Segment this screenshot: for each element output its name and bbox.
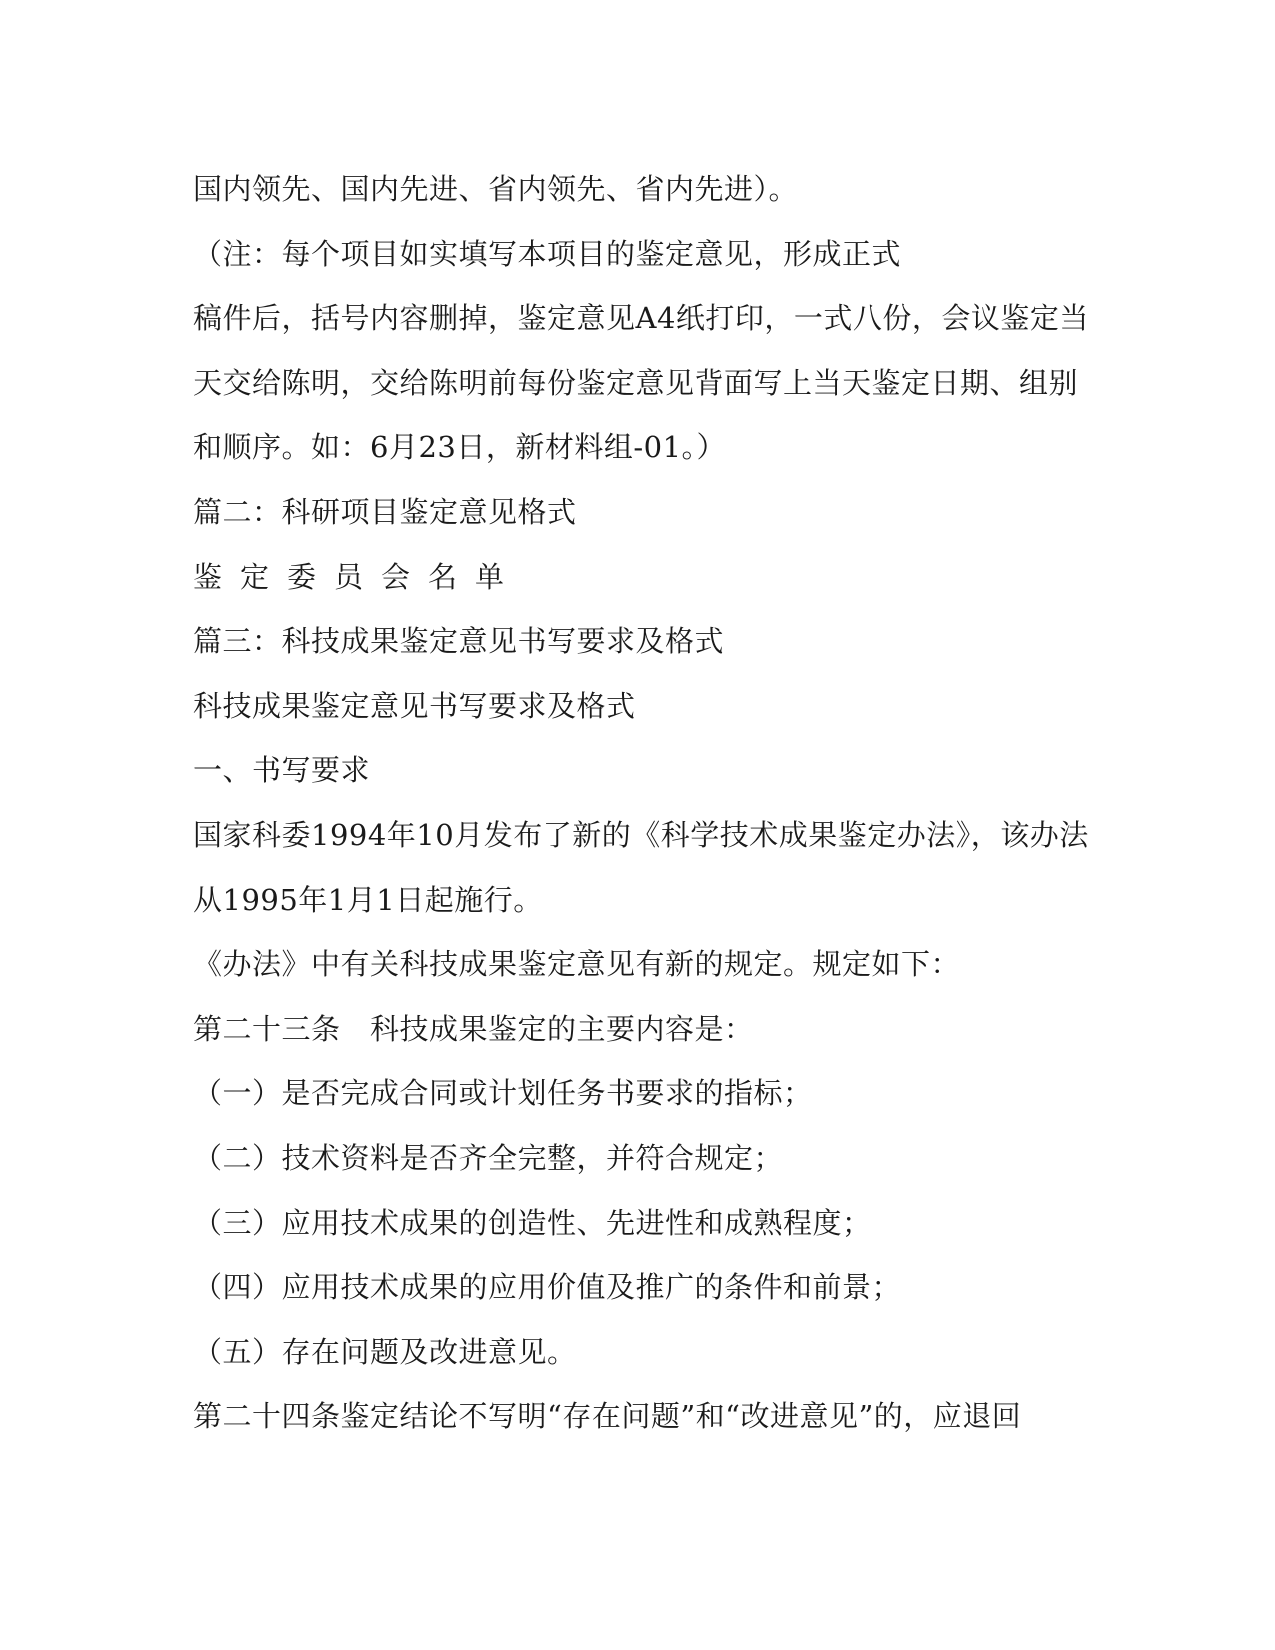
text-line: 天交给陈明，交给陈明前每份鉴定意见背面写上当天鉴定日期、组别 <box>193 365 1079 400</box>
text-line: 稿件后，括号内容删掉，鉴定意见A4纸打印，一式八份，会议鉴定当 <box>193 301 1089 336</box>
list-item: （一）是否完成合同或计划任务书要求的指标； <box>193 1076 813 1111</box>
article-heading: 第二十三条 科技成果鉴定的主要内容是： <box>193 1011 754 1046</box>
document-title: 科技成果鉴定意见书写要求及格式 <box>193 688 636 723</box>
text-line: （注：每个项目如实填写本项目的鉴定意见，形成正式 <box>193 236 902 271</box>
section-heading: 篇三：科技成果鉴定意见书写要求及格式 <box>193 624 725 659</box>
text-line: 从1995年1月1日起施行。 <box>193 882 543 917</box>
text-line: 和顺序。如：6月23日，新材料组-01。） <box>193 430 727 465</box>
subsection-heading: 一、书写要求 <box>193 753 371 788</box>
list-item: （二）技术资料是否齐全完整，并符合规定； <box>193 1140 784 1175</box>
document-body <box>193 157 1089 1449</box>
section-heading: 篇二：科研项目鉴定意见格式 <box>193 494 577 529</box>
list-item: （三）应用技术成果的创造性、先进性和成熟程度； <box>193 1205 872 1240</box>
text-line: 《办法》中有关科技成果鉴定意见有新的规定。规定如下： <box>193 947 961 982</box>
committee-list-heading: 鉴定委员会名单 <box>193 559 523 594</box>
text-line: 国内领先、国内先进、省内领先、省内先进）。 <box>193 172 799 206</box>
list-item: （四）应用技术成果的应用价值及推广的条件和前景； <box>193 1270 902 1305</box>
text-line: 国家科委1994年10月发布了新的《科学技术成果鉴定办法》，该办法 <box>193 817 1089 852</box>
list-item: （五）存在问题及改进意见。 <box>193 1334 577 1369</box>
text-line: 第二十四条鉴定结论不写明“存在问题”和“改进意见”的，应退回 <box>193 1399 1022 1434</box>
